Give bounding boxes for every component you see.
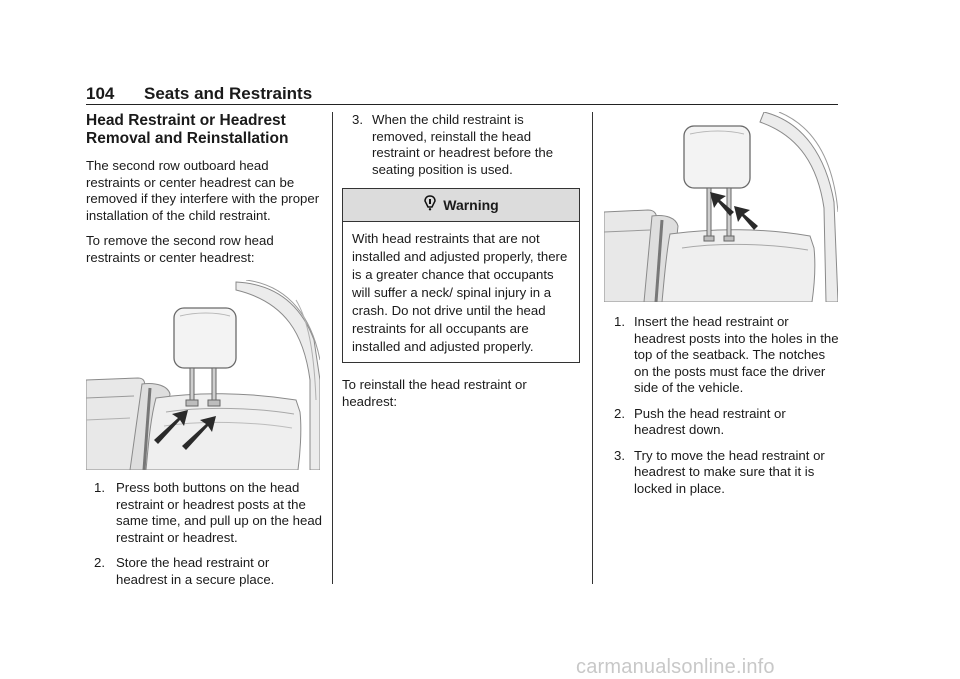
- step-text: Push the head restraint or headrest down.: [634, 405, 786, 437]
- headrest-reinstall-illustration: [604, 112, 838, 302]
- column-left: [86, 112, 322, 597]
- headrest-removal-illustration: [86, 280, 320, 470]
- warning-icon: [423, 195, 437, 215]
- list-item: [604, 448, 840, 498]
- list-item: [86, 480, 322, 546]
- column-divider: [332, 112, 333, 584]
- column-right: [604, 112, 840, 506]
- site-watermark: carmanualsonline.info: [576, 656, 775, 678]
- list-item: [86, 555, 322, 588]
- list-item: [604, 406, 840, 439]
- step-text: When the child restraint is removed, reinstall the head restraint or headrest before the seating position is used.: [372, 112, 554, 177]
- warning-header: [343, 189, 579, 222]
- removal-steps-continued: [342, 112, 580, 178]
- section-title: Seats and Restraints: [144, 84, 313, 103]
- step-number: 1.: [614, 314, 625, 329]
- step-text: Try to move the head restraint or headrest to make sure that it is locked in place.: [634, 447, 825, 496]
- column-divider: [592, 112, 593, 584]
- reinstall-steps: [604, 314, 840, 497]
- step-number: 3.: [352, 112, 363, 127]
- step-text: Insert the head restraint or headrest posts into the holes in the top of the seatback. The notches on the posts must face the driver side of the vehicle.: [634, 314, 839, 395]
- step-number: 1.: [94, 480, 105, 495]
- column-middle: [342, 112, 580, 419]
- page-number: 104: [86, 84, 115, 103]
- intro-paragraph: The second row outboard head restraints or center headrest can be removed if they interfere with the proper installation of the child restraint.: [86, 158, 320, 223]
- page-header: [86, 84, 838, 105]
- warning-text: With head restraints that are not installed and adjusted properly, there is a greater chance that occupants will suffer a neck/ spinal injury in a crash. Do not drive until the head restraints for all occupants are installed and adjusted properly.: [352, 231, 568, 354]
- article-heading: Head Restraint or Headrest Removal and Reinstallation: [86, 112, 289, 147]
- warning-box: [342, 188, 580, 363]
- list-item: [604, 314, 840, 397]
- step-text: Store the head restraint or headrest in a secure place.: [116, 555, 275, 587]
- list-item: [342, 112, 580, 178]
- step-number: 2.: [94, 555, 105, 570]
- removal-intro: To remove the second row head restraints or center headrest:: [86, 233, 274, 265]
- step-number: 3.: [614, 447, 625, 463]
- step-number: 2.: [614, 405, 625, 421]
- removal-steps: [86, 480, 322, 588]
- warning-title: Warning: [443, 196, 499, 213]
- step-text: Press both buttons on the head restraint or headrest posts at the same time, and pull up on the head restraint or headrest.: [116, 480, 323, 545]
- reinstall-intro: To reinstall the head restraint or headrest:: [342, 377, 527, 409]
